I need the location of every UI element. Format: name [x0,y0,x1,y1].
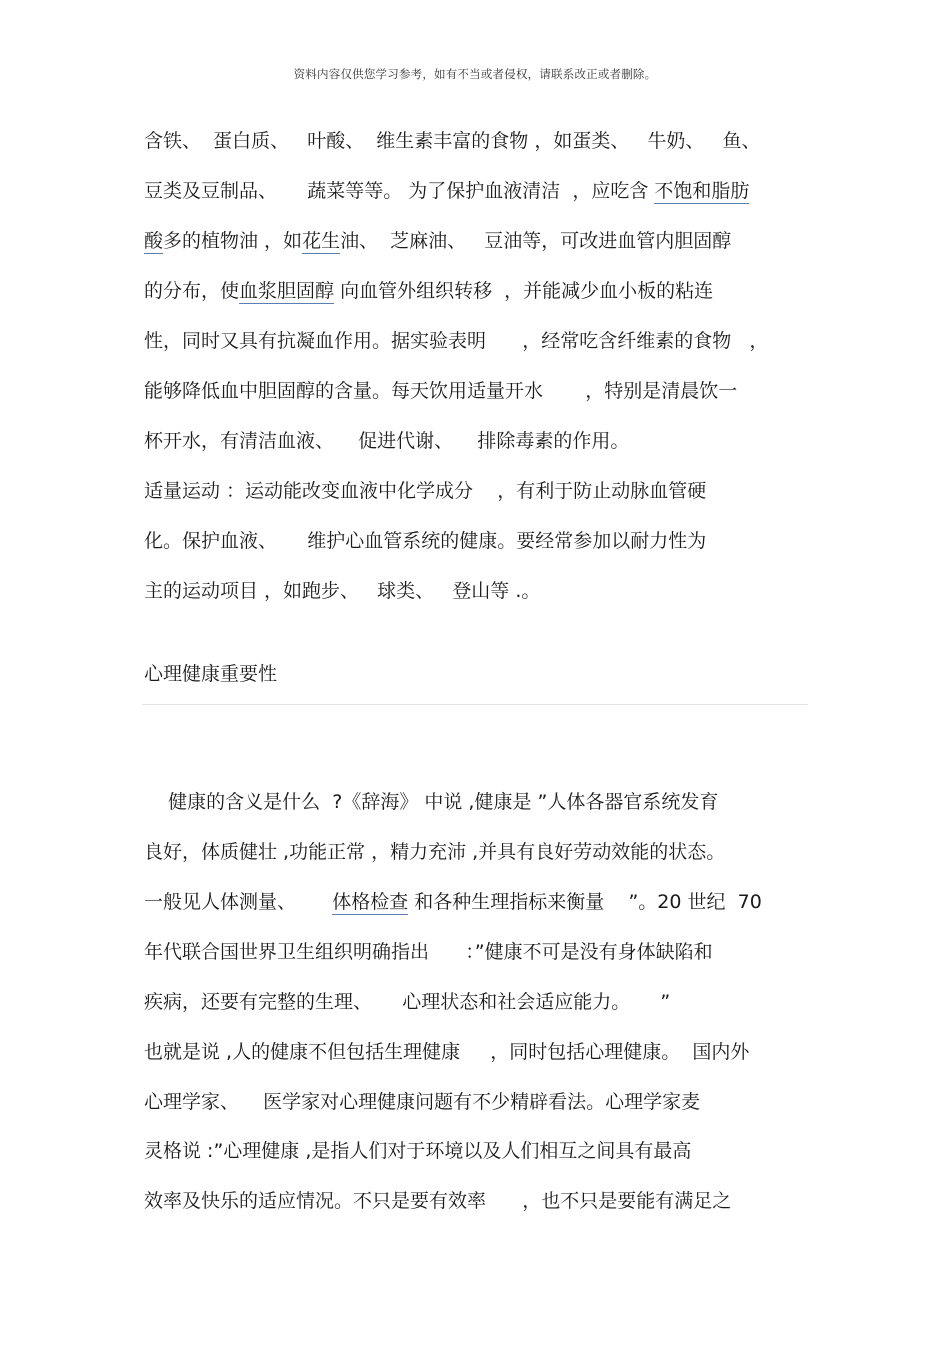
paragraph-line: 豆类及豆制品、 蔬菜等等。 为了保护血液清洁 ，应吃含 不饱和脂肪 [144,180,750,202]
paragraph-line: 一般见人体测量、 体格检查 和各种生理指标来衡量 ”。20 世纪 70 [144,891,762,913]
paragraph-line: 能够降低血中胆固醇的含量。每天饮用适量开水 ，特别是清晨饮一 [144,380,738,402]
paragraph-line: 性，同时又具有抗凝血作用。据实验表明 ，经常吃含纤维素的食物 ， [144,330,769,352]
paragraph-line: 化。保护血液、 维护心血管系统的健康。要经常参加以耐力性为 [144,530,707,552]
paragraph-line: 健康的含义是什么 ?《辞海》 中说 ,健康是 ”人体各器官系统发育 [144,791,719,813]
paragraph-line: 良好，体质健壮 ,功能正常 ，精力充沛 ,并具有良好劳动效能的状态。 [144,841,726,863]
paragraph-line: 疾病，还要有完整的生理、 心理状态和社会适应能力。 ” [144,991,671,1013]
underlined-term: 花生 [302,230,341,252]
paragraph-line: 灵格说 :”心理健康 ,是指人们对于环境以及人们相互之间具有最高 [144,1140,692,1162]
paragraph-line: 含铁、 蛋白质、 叶酸、 维生素丰富的食物 ，如蛋类、 牛奶、 鱼、 [144,130,761,152]
paragraph-line: 适量运动 ：运动能改变血液中化学成分 ，有利于防止动脉血管硬 [144,480,707,502]
underlined-term: 酸 [144,230,164,252]
page-header-notice: 资料内容仅供您学习参考，如有不当或者侵权，请联系改正或者删除。 [293,67,657,81]
underlined-term: 血浆胆固醇 [239,280,335,302]
paragraph-line: 年代联合国世界卫生组织明确指出 ：”健康不可是没有身体缺陷和 [144,941,713,963]
paragraph-line: 酸多的植物油 ，如花生油、 芝麻油、 豆油等，可改进血管内胆固醇 [144,230,732,252]
underlined-term: 不饱和脂肪 [654,180,750,202]
paragraph-line: 的分布，使血浆胆固醇 向血管外组织转移 ，并能减少血小板的粘连 [144,280,714,302]
divider [142,704,808,705]
paragraph-line: 也就是说 ,人的健康不但包括生理健康 ，同时包括心理健康。 国内外 [144,1041,750,1063]
paragraph-line: 效率及快乐的适应情况。不只是要有效率 ，也不只是要能有满足之 [144,1190,732,1212]
paragraph-line: 主的运动项目 ，如跑步、 球类、 登山等 .。 [144,580,541,602]
section-heading: 心理健康重要性 [144,663,278,685]
paragraph-line: 心理学家、 医学家对心理健康问题有不少精辟看法。心理学家麦 [144,1091,701,1113]
paragraph-line: 杯开水，有清洁血液、 促进代谢、 排除毒素的作用。 [144,430,630,452]
underlined-term: 体格检查 [332,891,409,913]
